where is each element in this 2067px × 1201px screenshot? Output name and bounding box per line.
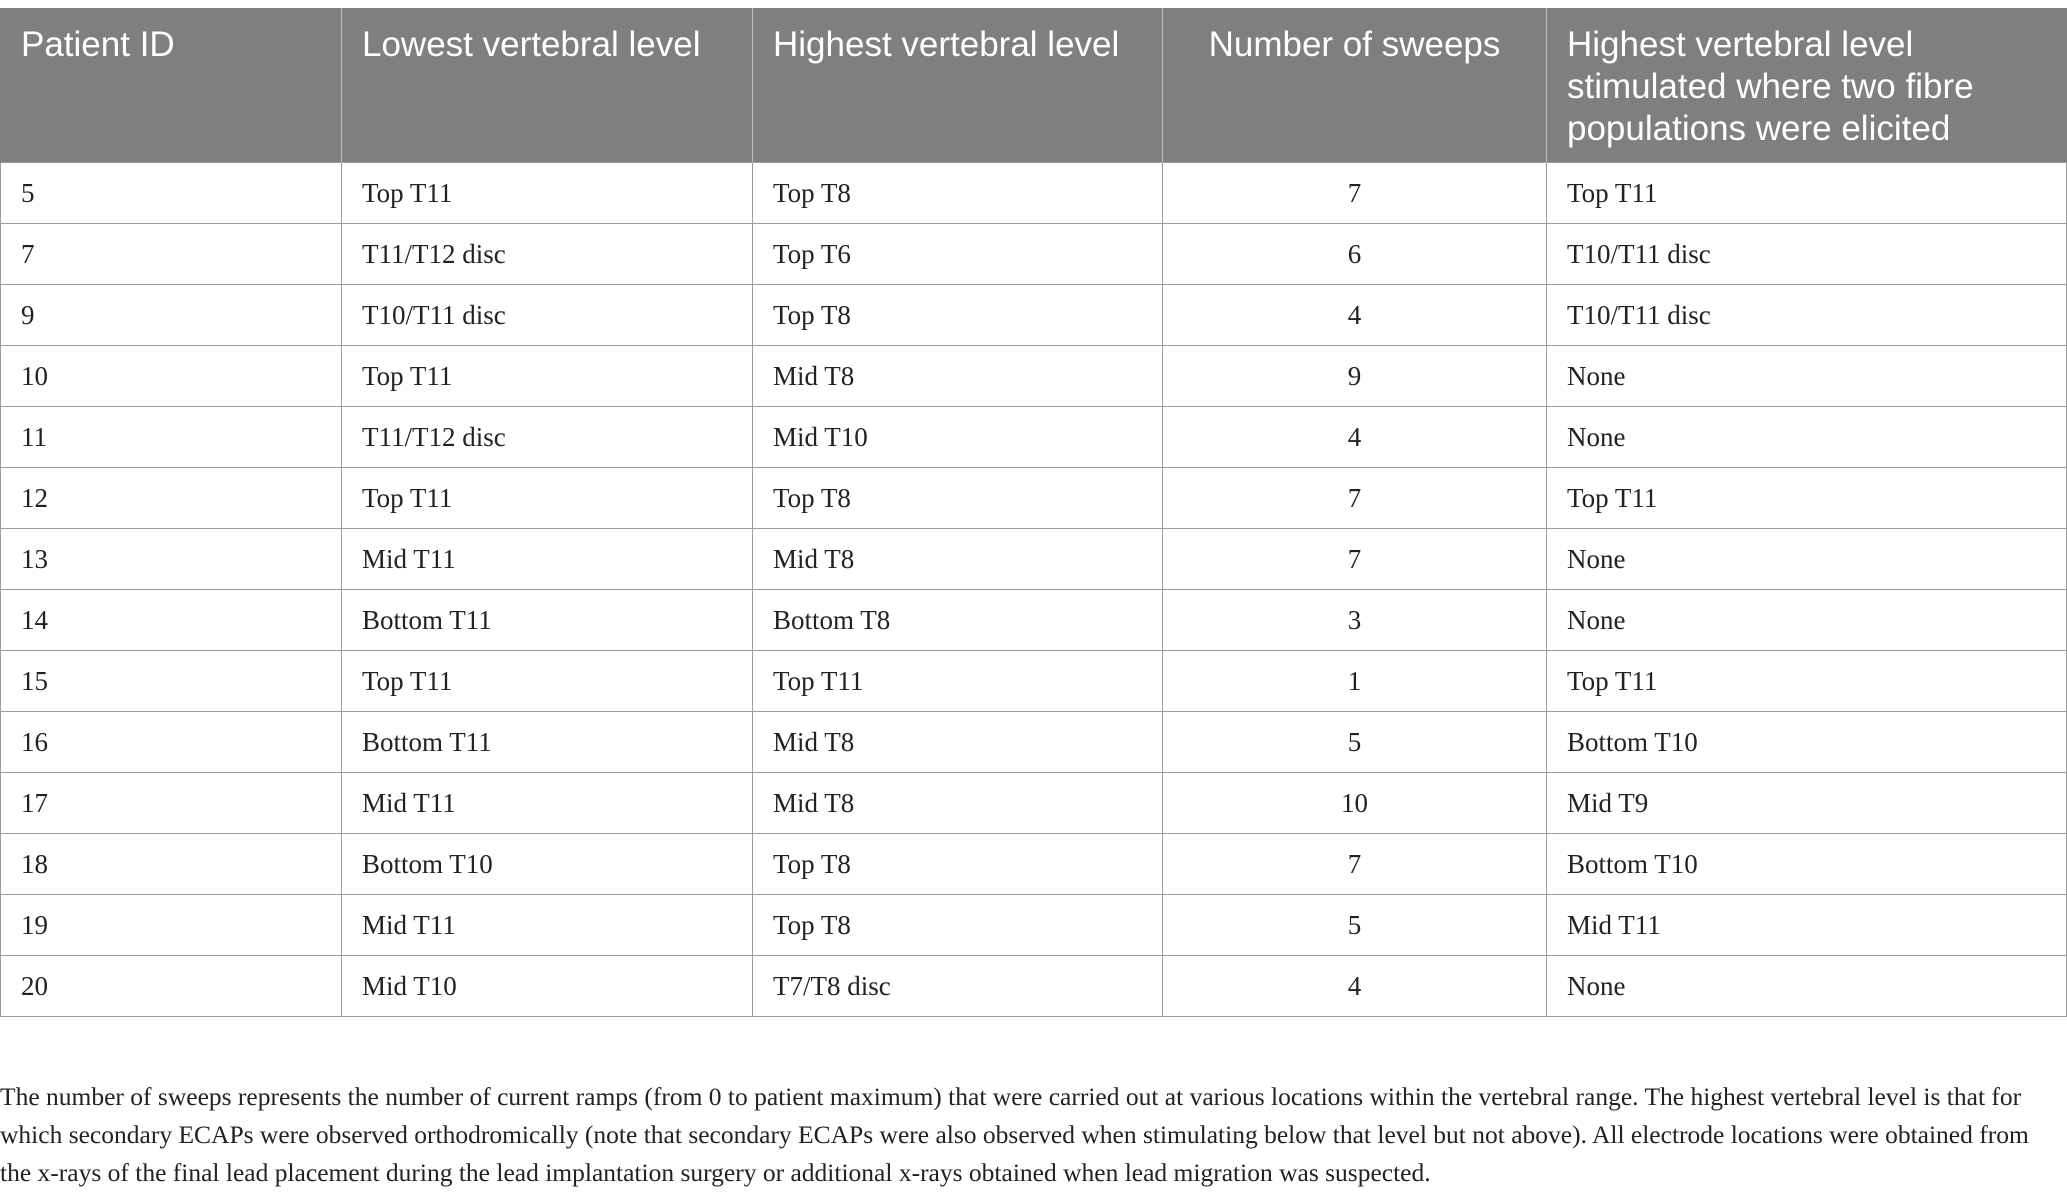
cell-patient-id: 19 bbox=[1, 895, 342, 956]
cell-number-of-sweeps: 9 bbox=[1163, 346, 1547, 407]
cell-patient-id: 13 bbox=[1, 529, 342, 590]
cell-patient-id: 20 bbox=[1, 956, 342, 1017]
cell-two-fibre-level: T10/T11 disc bbox=[1547, 224, 2067, 285]
cell-number-of-sweeps: 7 bbox=[1163, 163, 1547, 224]
cell-two-fibre-level: None bbox=[1547, 590, 2067, 651]
cell-two-fibre-level: Top T11 bbox=[1547, 651, 2067, 712]
table-row bbox=[1, 956, 2067, 1017]
cell-number-of-sweeps: 3 bbox=[1163, 590, 1547, 651]
cell-two-fibre-level: Top T11 bbox=[1547, 163, 2067, 224]
cell-lowest-level: T11/T12 disc bbox=[342, 407, 753, 468]
cell-two-fibre-level: Mid T9 bbox=[1547, 773, 2067, 834]
cell-highest-level: Mid T10 bbox=[753, 407, 1163, 468]
cell-lowest-level: Bottom T11 bbox=[342, 590, 753, 651]
table-row bbox=[1, 285, 2067, 346]
cell-highest-level: Mid T8 bbox=[753, 529, 1163, 590]
cell-lowest-level: Mid T11 bbox=[342, 529, 753, 590]
cell-highest-level: Top T8 bbox=[753, 895, 1163, 956]
cell-highest-level: Top T11 bbox=[753, 651, 1163, 712]
cell-two-fibre-level: Bottom T10 bbox=[1547, 834, 2067, 895]
cell-lowest-level: Bottom T11 bbox=[342, 712, 753, 773]
cell-lowest-level: Top T11 bbox=[342, 163, 753, 224]
cell-lowest-level: Mid T10 bbox=[342, 956, 753, 1017]
cell-number-of-sweeps: 10 bbox=[1163, 773, 1547, 834]
cell-highest-level: T7/T8 disc bbox=[753, 956, 1163, 1017]
vertebral-levels-table bbox=[0, 8, 2067, 1017]
cell-highest-level: Mid T8 bbox=[753, 712, 1163, 773]
cell-number-of-sweeps: 1 bbox=[1163, 651, 1547, 712]
cell-highest-level: Mid T8 bbox=[753, 773, 1163, 834]
cell-number-of-sweeps: 7 bbox=[1163, 468, 1547, 529]
cell-number-of-sweeps: 6 bbox=[1163, 224, 1547, 285]
cell-patient-id: 5 bbox=[1, 163, 342, 224]
table-footnote: The number of sweeps represents the number of current ramps (from 0 to patient maximum) that were carried out at various locations within the vertebral range. The highest vertebral level is that for which secondary ECAPs were observed orthodromically (note that secondary ECAPs were also observed when stimulating below that level but not above). All electrode locations were obtained from the x-rays of the final lead placement during the lead implantation surgery or additional x-rays obtained when lead migration was suspected. bbox=[0, 1082, 2029, 1187]
table-row bbox=[1, 895, 2067, 956]
table-body bbox=[1, 163, 2067, 1017]
cell-patient-id: 9 bbox=[1, 285, 342, 346]
header-number-of-sweeps: Number of sweeps bbox=[1163, 8, 1547, 163]
cell-lowest-level: Top T11 bbox=[342, 468, 753, 529]
table-header bbox=[1, 8, 2067, 163]
cell-highest-level: Top T8 bbox=[753, 834, 1163, 895]
header-highest-vertebral-level: Highest vertebral level bbox=[753, 8, 1163, 163]
cell-two-fibre-level: None bbox=[1547, 346, 2067, 407]
cell-number-of-sweeps: 5 bbox=[1163, 712, 1547, 773]
cell-patient-id: 16 bbox=[1, 712, 342, 773]
header-lowest-vertebral-level: Lowest vertebral level bbox=[342, 8, 753, 163]
cell-lowest-level: T10/T11 disc bbox=[342, 285, 753, 346]
cell-two-fibre-level: Mid T11 bbox=[1547, 895, 2067, 956]
cell-two-fibre-level: None bbox=[1547, 529, 2067, 590]
cell-number-of-sweeps: 7 bbox=[1163, 834, 1547, 895]
header-two-fibre-populations-level: Highest vertebral level stimulated where two fibre populations were elicited bbox=[1547, 8, 2067, 163]
table-row bbox=[1, 773, 2067, 834]
cell-patient-id: 12 bbox=[1, 468, 342, 529]
header-row bbox=[1, 8, 2067, 163]
cell-number-of-sweeps: 4 bbox=[1163, 407, 1547, 468]
cell-lowest-level: Top T11 bbox=[342, 346, 753, 407]
table-row bbox=[1, 529, 2067, 590]
cell-two-fibre-level: T10/T11 disc bbox=[1547, 285, 2067, 346]
cell-lowest-level: Top T11 bbox=[342, 651, 753, 712]
cell-highest-level: Top T8 bbox=[753, 163, 1163, 224]
table-row bbox=[1, 468, 2067, 529]
cell-lowest-level: T11/T12 disc bbox=[342, 224, 753, 285]
cell-patient-id: 7 bbox=[1, 224, 342, 285]
cell-patient-id: 14 bbox=[1, 590, 342, 651]
cell-two-fibre-level: Bottom T10 bbox=[1547, 712, 2067, 773]
table-row bbox=[1, 407, 2067, 468]
cell-highest-level: Top T6 bbox=[753, 224, 1163, 285]
table-row bbox=[1, 224, 2067, 285]
header-patient-id: Patient ID bbox=[1, 8, 342, 163]
table-row bbox=[1, 651, 2067, 712]
cell-two-fibre-level: None bbox=[1547, 407, 2067, 468]
cell-lowest-level: Mid T11 bbox=[342, 895, 753, 956]
table-row bbox=[1, 163, 2067, 224]
cell-two-fibre-level: Top T11 bbox=[1547, 468, 2067, 529]
cell-lowest-level: Mid T11 bbox=[342, 773, 753, 834]
cell-patient-id: 17 bbox=[1, 773, 342, 834]
cell-number-of-sweeps: 4 bbox=[1163, 285, 1547, 346]
cell-number-of-sweeps: 4 bbox=[1163, 956, 1547, 1017]
cell-patient-id: 15 bbox=[1, 651, 342, 712]
table-row bbox=[1, 590, 2067, 651]
cell-patient-id: 11 bbox=[1, 407, 342, 468]
cell-lowest-level: Bottom T10 bbox=[342, 834, 753, 895]
data-table-container bbox=[0, 8, 2066, 1017]
cell-number-of-sweeps: 5 bbox=[1163, 895, 1547, 956]
cell-number-of-sweeps: 7 bbox=[1163, 529, 1547, 590]
cell-highest-level: Top T8 bbox=[753, 468, 1163, 529]
cell-patient-id: 10 bbox=[1, 346, 342, 407]
cell-highest-level: Mid T8 bbox=[753, 346, 1163, 407]
cell-two-fibre-level: None bbox=[1547, 956, 2067, 1017]
table-row bbox=[1, 712, 2067, 773]
cell-patient-id: 18 bbox=[1, 834, 342, 895]
cell-highest-level: Bottom T8 bbox=[753, 590, 1163, 651]
cell-highest-level: Top T8 bbox=[753, 285, 1163, 346]
table-row bbox=[1, 834, 2067, 895]
table-row bbox=[1, 346, 2067, 407]
